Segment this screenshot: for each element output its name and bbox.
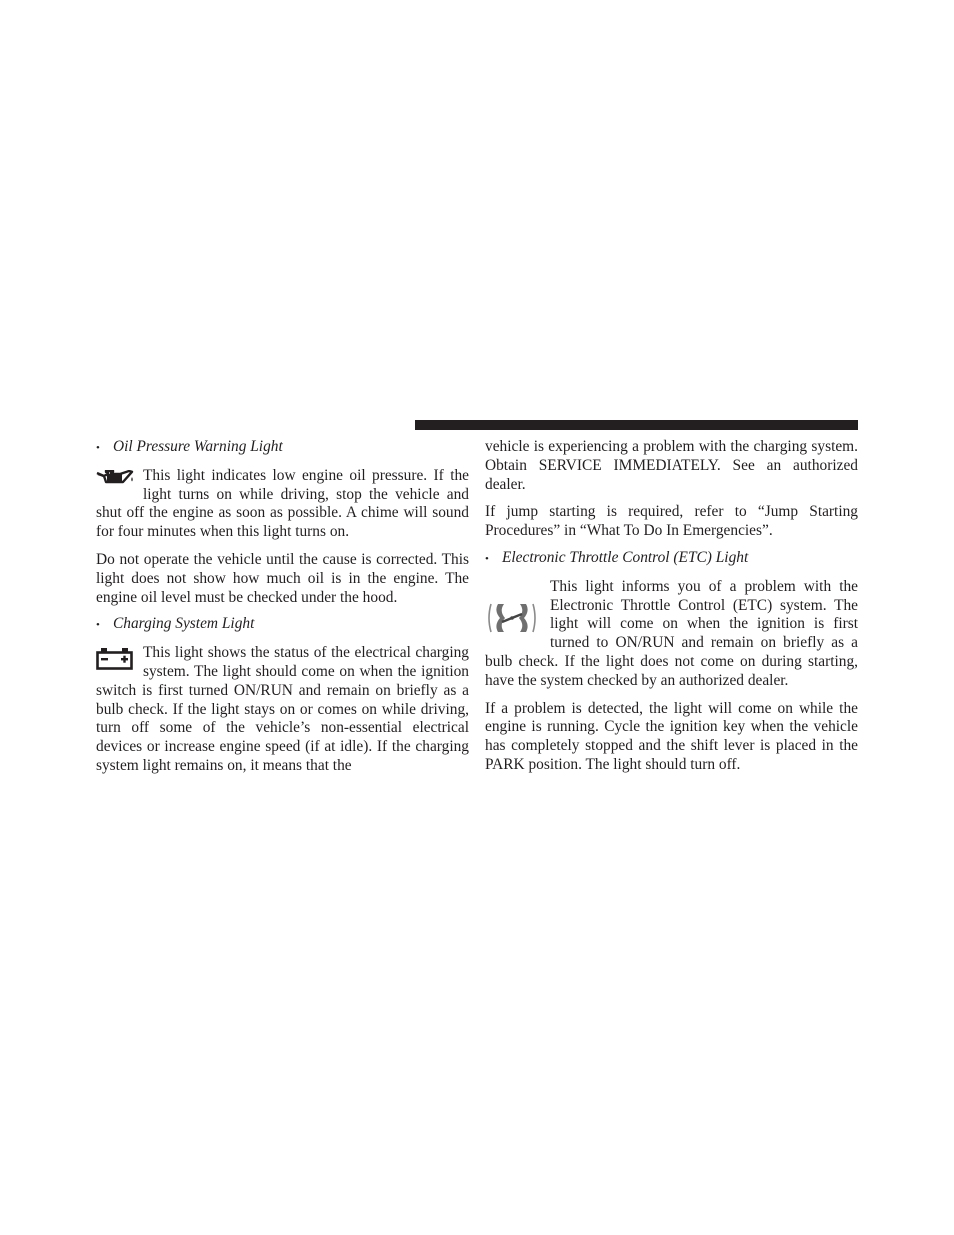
bullet: • [96,442,100,454]
section-header-bar [415,420,858,430]
battery-icon [96,647,133,670]
etc-note: If a problem is detected, the light will come on while the engine is running. Cycle the ignition key when the vehicle has completely stopped and the shift lever is placed in the PARK position. The light should turn off. [485,699,858,773]
bullet: • [96,619,100,632]
oil-pressure-paragraph [96,467,469,542]
left-column [96,438,469,776]
throttle-control-icon [485,598,539,638]
etc-heading [485,549,858,569]
charging-system-paragraph [96,644,469,776]
oil-pressure-heading-text: Oil Pressure Warning Light [113,438,283,455]
bullet: • [485,552,489,565]
charging-system-heading-text: Charging System Light [113,615,255,633]
etc-body: This light informs you of a problem with the Electronic Throttle Control (ETC) system. The light will come on when the ignition is first turned to ON/RUN and remain on briefly as a bulb check. If the light does not come on during starting, have the system checked by an authorized dealer. [485,577,858,689]
charging-system-heading [96,615,469,635]
etc-heading-text: Electronic Throttle Control (ETC) Light [502,548,749,566]
oil-can-icon [96,470,134,487]
right-column [485,438,858,775]
oil-pressure-note: Do not operate the vehicle until the cause is corrected. This light does not show how much oil is in the engine. The engine oil level must be checked under the hood. [96,550,469,606]
oil-pressure-body: This light indicates low engine oil pressure. If the light turns on while driving, stop the vehicle and shut off the engine as soon as possible. A chime will sound for four minutes when this light turns on. [96,466,469,541]
charging-system-continued: vehicle is experiencing a problem with the charging system. Obtain SERVICE IMMEDIATELY. See an authorized dealer. [485,438,858,493]
charging-system-body: This light shows the status of the electrical charging system. The light should come on when the ignition switch is first turned ON/RUN and remain on briefly as a bulb check. If the light stays on or comes on while driving, turn off some of the vehicle’s non-essential electrical devices or increase engine speed (if at idle). If the charging system light remains on, it means that the [96,644,469,774]
etc-paragraph [485,578,858,691]
oil-pressure-heading [96,438,469,458]
jump-start-paragraph: If jump starting is required, refer to “Jump Starting Procedures” in “What To Do In Emergencies”. [485,503,858,540]
